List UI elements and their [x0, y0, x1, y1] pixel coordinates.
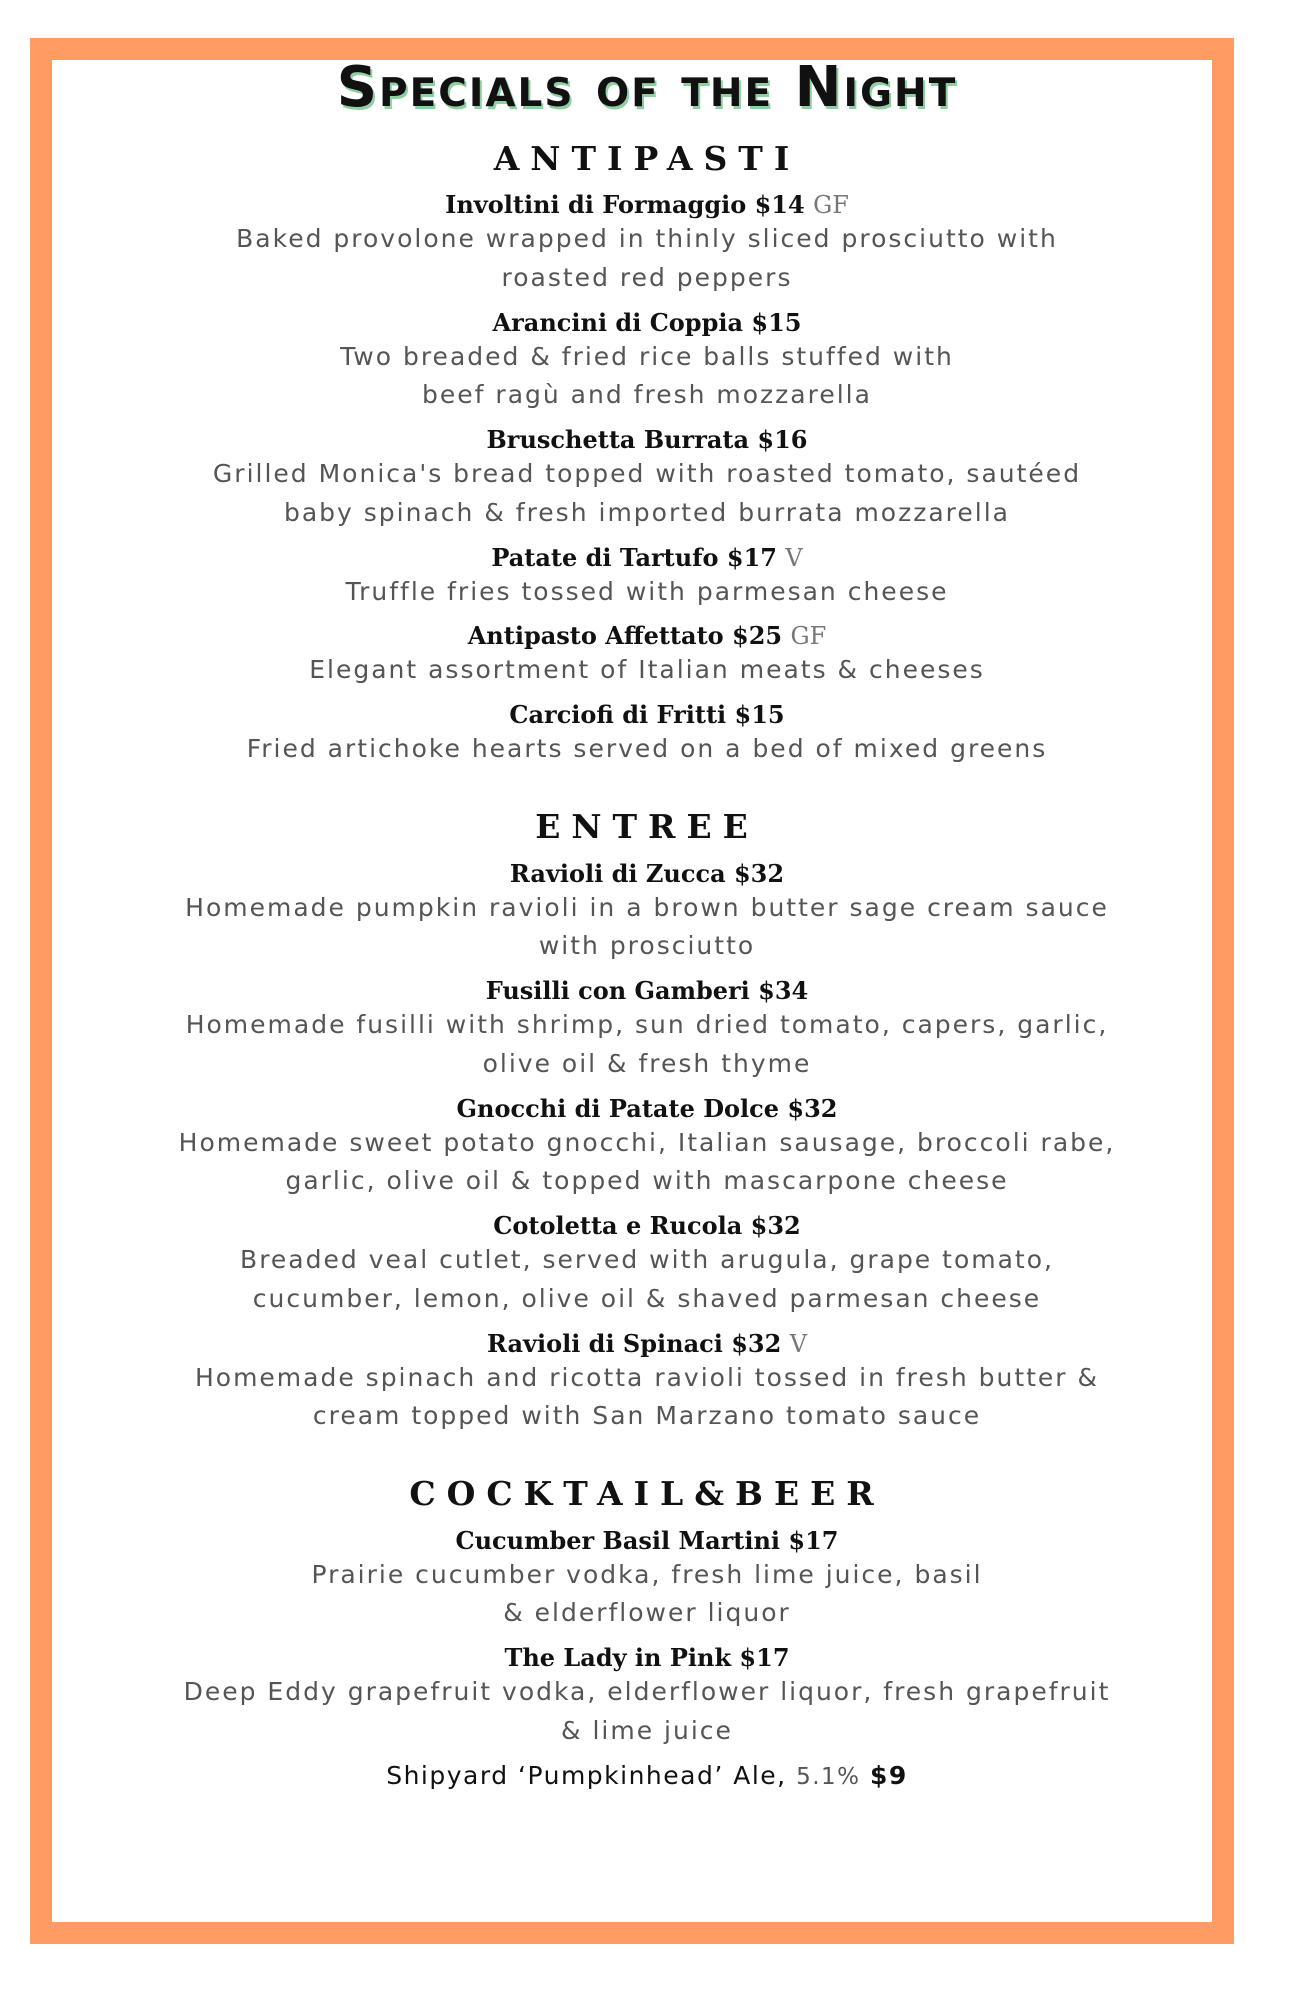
item-name-text: Antipasto Affettato $25 — [467, 621, 783, 651]
item-description-line: cucumber, lemon, olive oil & shaved parmesan cheese — [252, 1283, 1042, 1313]
beer-abv: 5.1% — [796, 1763, 861, 1790]
diet-tag: GF — [790, 622, 827, 651]
entree-list — [30, 859, 1264, 1437]
item-description-line: Homemade spinach and ricotta ravioli tossed in fresh butter & — [194, 1362, 1100, 1392]
item-description-line: beef ragù and fresh mozzarella — [422, 380, 872, 410]
item-name-text: Carciofi di Fritti $15 — [509, 700, 785, 730]
item-description-line: Prairie cucumber vodka, fresh lime juice, basil — [311, 1559, 983, 1589]
item-name — [30, 621, 1264, 651]
menu-item — [30, 1526, 1264, 1634]
menu-item — [30, 1211, 1264, 1319]
menu-item — [30, 700, 1264, 769]
menu-item — [30, 308, 1264, 416]
menu-item — [30, 1094, 1264, 1202]
item-description-line: baby spinach & fresh imported burrata mozzarella — [283, 497, 1010, 527]
item-name-text: Cucumber Basil Martini $17 — [455, 1525, 839, 1555]
menu-item — [30, 190, 1264, 298]
beer-name: Shipyard ‘Pumpkinhead’ Ale, — [386, 1760, 787, 1790]
item-description-line: Homemade sweet potato gnocchi, Italian sausage, broccoli rabe, — [178, 1127, 1116, 1157]
beer-price: $9 — [869, 1760, 908, 1790]
menu-title: Specials of the Night — [336, 55, 958, 120]
menu-item — [30, 1643, 1264, 1751]
section-entree — [30, 807, 1264, 1436]
item-name-text: Gnocchi di Patate Dolce $32 — [456, 1093, 838, 1123]
menu-item — [30, 1329, 1264, 1437]
item-description-line: Elegant assortment of Italian meats & cheeses — [309, 655, 985, 685]
item-name-text: Patate di Tartufo $17 — [491, 542, 777, 572]
item-name-text: Ravioli di Zucca $32 — [509, 858, 785, 888]
item-name — [30, 1329, 1264, 1359]
item-description-line: cream topped with San Marzano tomato sauce — [312, 1401, 982, 1431]
menu-item — [30, 859, 1264, 967]
item-description-line: roasted red peppers — [501, 262, 793, 292]
beer-item — [30, 1761, 1264, 1790]
item-name — [30, 1094, 1264, 1124]
item-description-line: Fried artichoke hearts served on a bed of mixed greens — [246, 734, 1048, 764]
item-description-line: Homemade pumpkin ravioli in a brown butter sage cream sauce — [185, 892, 1109, 922]
item-name — [30, 1643, 1264, 1673]
item-name — [30, 425, 1264, 455]
item-description-line: olive oil & fresh thyme — [482, 1048, 812, 1078]
item-name-text: Bruschetta Burrata $16 — [486, 425, 808, 455]
item-description-line: Two breaded & fried rice balls stuffed with — [340, 341, 954, 371]
item-name — [30, 308, 1264, 338]
item-name — [30, 700, 1264, 730]
menu-content — [30, 0, 1264, 1828]
item-name — [30, 543, 1264, 573]
item-description-line: Homemade fusilli with shrimp, sun dried tomato, capers, garlic, — [185, 1010, 1109, 1040]
item-description-line: Baked provolone wrapped in thinly sliced prosciutto with — [236, 224, 1058, 254]
diet-tag: GF — [813, 191, 849, 220]
item-name — [30, 859, 1264, 889]
item-description-line: & elderflower liquor — [503, 1598, 791, 1628]
item-name-text: Ravioli di Spinaci $32 — [486, 1328, 782, 1358]
item-name-text: Involtini di Formaggio $14 — [445, 190, 805, 220]
item-description-line: Deep Eddy grapefruit vodka, elderflower liquor, fresh grapefruit — [183, 1677, 1111, 1707]
item-name-text: Cotoletta e Rucola $32 — [493, 1211, 801, 1241]
item-description-line: Grilled Monica's bread topped with roasted tomato, sautéed — [212, 459, 1082, 489]
item-description-line: Truffle fries tossed with parmesan cheese — [345, 576, 949, 606]
menu-item — [30, 976, 1264, 1084]
item-description-line: garlic, olive oil & topped with mascarpone cheese — [285, 1166, 1009, 1196]
menu-item — [30, 621, 1264, 690]
item-name-text: Arancini di Coppia $15 — [492, 307, 802, 337]
menu-item — [30, 425, 1264, 533]
section-heading-antipasti: ANTIPASTI — [493, 138, 801, 178]
item-name — [30, 1211, 1264, 1241]
section-cocktail-beer — [30, 1474, 1264, 1790]
cocktail-list — [30, 1526, 1264, 1751]
antipasti-list — [30, 190, 1264, 769]
item-name — [30, 190, 1264, 220]
diet-tag: V — [789, 1329, 808, 1358]
item-description-line: & lime juice — [561, 1715, 733, 1745]
item-description-line: Breaded veal cutlet, served with arugula, grape tomato, — [240, 1245, 1054, 1275]
section-heading-cocktail: COCKTAIL&BEER — [409, 1474, 885, 1514]
diet-tag: V — [785, 543, 803, 572]
item-name — [30, 976, 1264, 1006]
section-antipasti — [30, 139, 1264, 769]
item-name-text: Fusilli con Gamberi $34 — [485, 976, 809, 1006]
item-name-text: The Lady in Pink $17 — [504, 1643, 790, 1673]
section-heading-entree: ENTREE — [535, 806, 759, 846]
item-description-line: with prosciutto — [538, 931, 756, 961]
menu-item — [30, 543, 1264, 612]
item-name — [30, 1526, 1264, 1556]
